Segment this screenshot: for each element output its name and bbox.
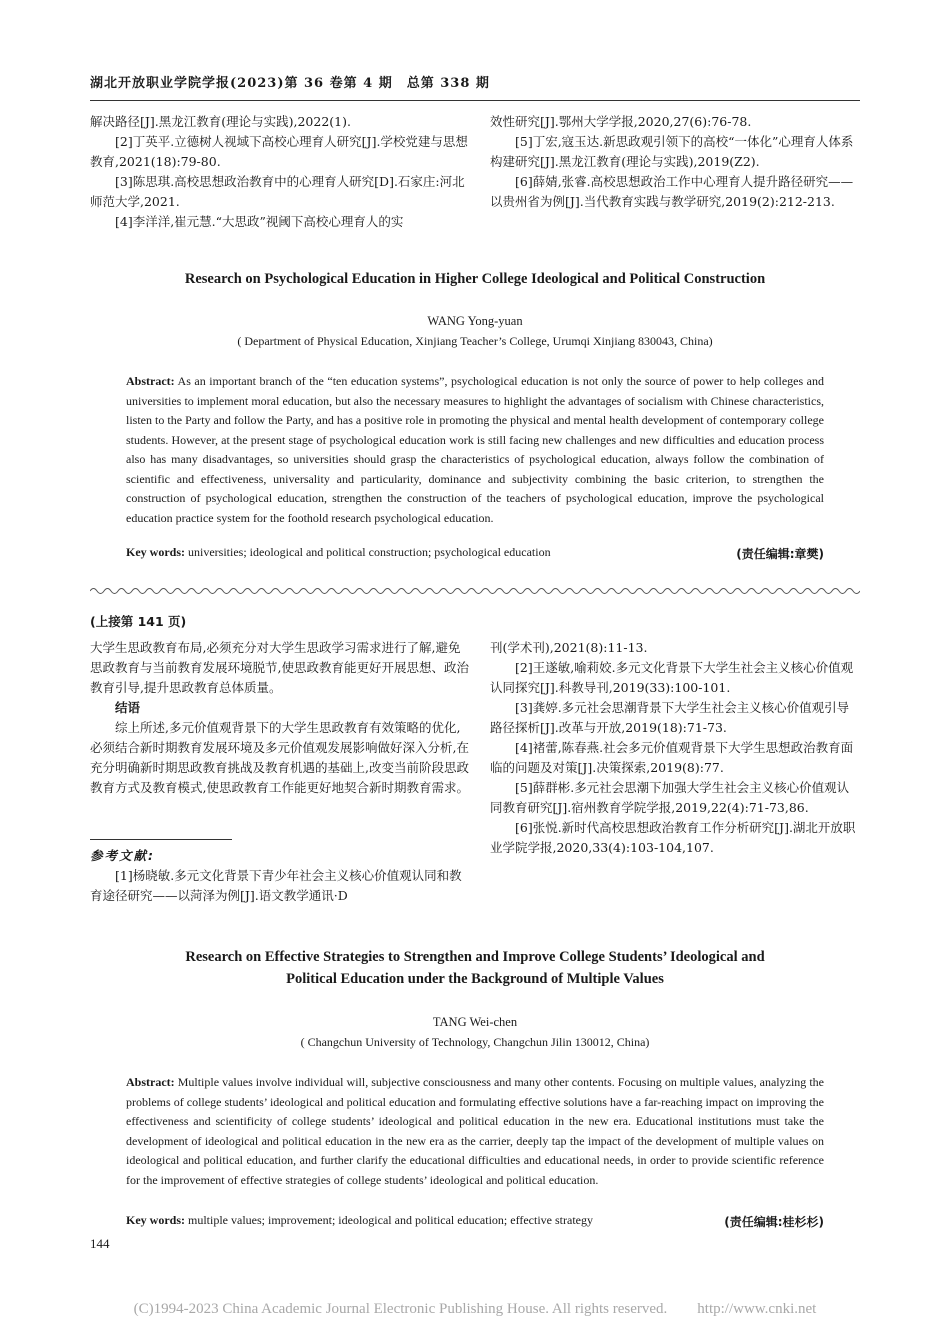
ref-item: [2]丁英平.立德树人视域下高校心理育人研究[J].学校党建与思想教育,2021(18):79-80. [90,134,468,169]
keywords-text: universities; ideological and political construction; psychological education [188,545,551,559]
article1-title: Research on Psychological Education in Higher College Ideological and Political Construction [184,271,766,287]
ref-item: [6]张悦.新时代高校思想政治教育工作分析研究[J].湖北开放职业学院学报,2020,33(4):103-104,107. [490,820,856,855]
article1-author: WANG Yong-yuan [427,314,523,328]
ref-item: [1]杨晓敏.多元文化背景下青少年社会主义核心价值观认同和教育途径研究——以菏泽为例[J].语文教学通讯·D [90,868,462,903]
article2-keywords [126,1213,824,1228]
article2-author: TANG Wei-chen [432,1015,518,1029]
keywords-label: Key words: [126,545,185,559]
mid-left-column [90,638,470,798]
article2-title-line1: Research on Effective Strategies to Strengthen and Improve College Students’ Ideological and [185,949,765,965]
page-number: 144 [90,1236,110,1251]
body-paragraph: 大学生思政教育布局,必须充分对大学生思政学习需求进行了解,避免思政教育与当前教育发展环境脱节,使思政教育能更好开展思想、政治教育引导,提升思政教育总体质量。 [90,640,469,695]
editor-note: (责任编辑:章樊) [736,547,824,561]
ref-line: 刊(学术刊),2021(8):11-13. [490,640,648,655]
footnote-rule [90,839,232,840]
article1-abstract [126,372,824,528]
article2-title [90,946,860,990]
wavy-separator [90,585,860,597]
ref-item: [3]陈思琪.高校思想政治教育中的心理育人研究[D].石家庄:河北师范大学,2021. [90,174,465,209]
abstract-label: Abstract: [126,374,175,388]
keywords-text: multiple values; improvement; ideological and political education; effective strategy [188,1213,593,1227]
mid-right-column [490,638,860,858]
top-left-column [90,112,470,232]
article1-affiliation: ( Department of Physical Education, Xinjiang Teacher’s College, Urumqi Xinjiang 830043, China) [237,334,713,348]
top-right-column [490,112,860,212]
ref-line: 效性研究[J].鄂州大学学报,2020,27(6):76-78. [490,114,752,129]
conclusion-heading: 结语 [115,700,141,715]
ref-line: 解决路径[J].黑龙江教育(理论与实践),2022(1). [90,114,351,129]
ref-item: [4]褚蕾,陈春燕.社会多元价值观背景下大学生思想政治教育面临的问题及对策[J].决策探索,2019(8):77. [490,740,854,775]
keywords-label: Key words: [126,1213,185,1227]
conclusion-paragraph: 综上所述,多元价值观背景下的大学生思政教育有效策略的优化,必须结合新时期教育发展环境及多元价值观发展影响做好深入分析,在充分明确新时期思政教育挑战及教育机遇的基础上,改变当前阶段思政教育方式及教育模式,使思政教育工作能更好地契合新时期教育需求。 [90,720,469,795]
article2-affiliation: ( Changchun University of Technology, Changchun Jilin 130012, China) [300,1035,650,1049]
abstract-label: Abstract: [126,1075,175,1089]
continued-from-note: (上接第 141 页) [90,614,187,629]
ref-item: [6]薛婧,张睿.高校思想政治工作中心理育人提升路径研究——以贵州省为例[J].当代教育实践与教学研究,2019(2):212-213. [490,174,854,209]
journal-header: 湖北开放职业学院学报(2023)第 36 卷第 4 期 总第 338 期 [90,76,490,91]
article2-title-line2: Political Education under the Background of Multiple Values [286,971,664,987]
copyright-watermark: (C)1994-2023 China Academic Journal Electronic Publishing House. All rights reserved. http://www.cnki.net [133,1301,817,1317]
article1-keywords [126,545,824,560]
header-rule [90,100,860,101]
article2-abstract [126,1073,824,1190]
ref-item: [4]李洋洋,崔元慧.“大思政”视阈下高校心理育人的实 [115,214,404,229]
abstract-text: Multiple values involve individual will, subjective consciousness and many other contents. Focusing on multiple values, analyzing the problems of college students’ ideological and political education and formulating effective solutions have a far-reaching impact on improving the effectiveness and scientificity of college students’ ideological and political education in the new era. Educational institutions must take the development of ideological and political education in the new era as the carrier, deeply tap the impact of the development of multiple values on ideological and political education, and further clarify the educational difficulties and educational needs, in order to provide scientific reference for the improvement of effective strategies of college students’ ideological and political education. [126,1075,824,1187]
ref-item: [5]丁宏,寇玉达.新思政观引领下的高校“一体化”心理育人体系构建研究[J].黑龙江教育(理论与实践),2019(Z2). [490,134,854,169]
references-left [90,846,470,906]
editor-note: (责任编辑:桂杉杉) [724,1215,824,1229]
references-title: 参考文献: [90,848,155,863]
ref-item: [5]薛群彬.多元社会思潮下加强大学生社会主义核心价值观认同教育研究[J].宿州教育学院学报,2019,22(4):71-73,86. [490,780,850,815]
abstract-text: As an important branch of the “ten education systems”, psychological education is not only the source of power to help colleges and universities to implement moral education, but also the necessary measures to highlight the advantages of socialism with Chinese characteristics, listen to the Party and follow the Party, and has a positive role in promoting the physical and mental health development of contemporary college students. However, at the present stage of psychological education work is still facing new challenges and new difficulties and education process also has many disadvantages, so universities should grasp the characteristics of psychological education, always follow the combination of scientific and effectiveness, universality and particularity, dominance and subjectivity combining the basic criterion, to strengthen the construction of psychological education, strengthen the construction of the teachers of psychological education, improve the psychological education practice system for the foothold research psychological education. [126,374,825,525]
ref-item: [2]王遂敏,喻莉姣.多元文化背景下大学生社会主义核心价值观认同探究[J].科教导刊,2019(33):100-101. [490,660,854,695]
ref-item: [3]龚婷.多元社会思潮背景下大学生社会主义核心价值观引导路径探析[J].改革与开放,2019(18):71-73. [490,700,850,735]
